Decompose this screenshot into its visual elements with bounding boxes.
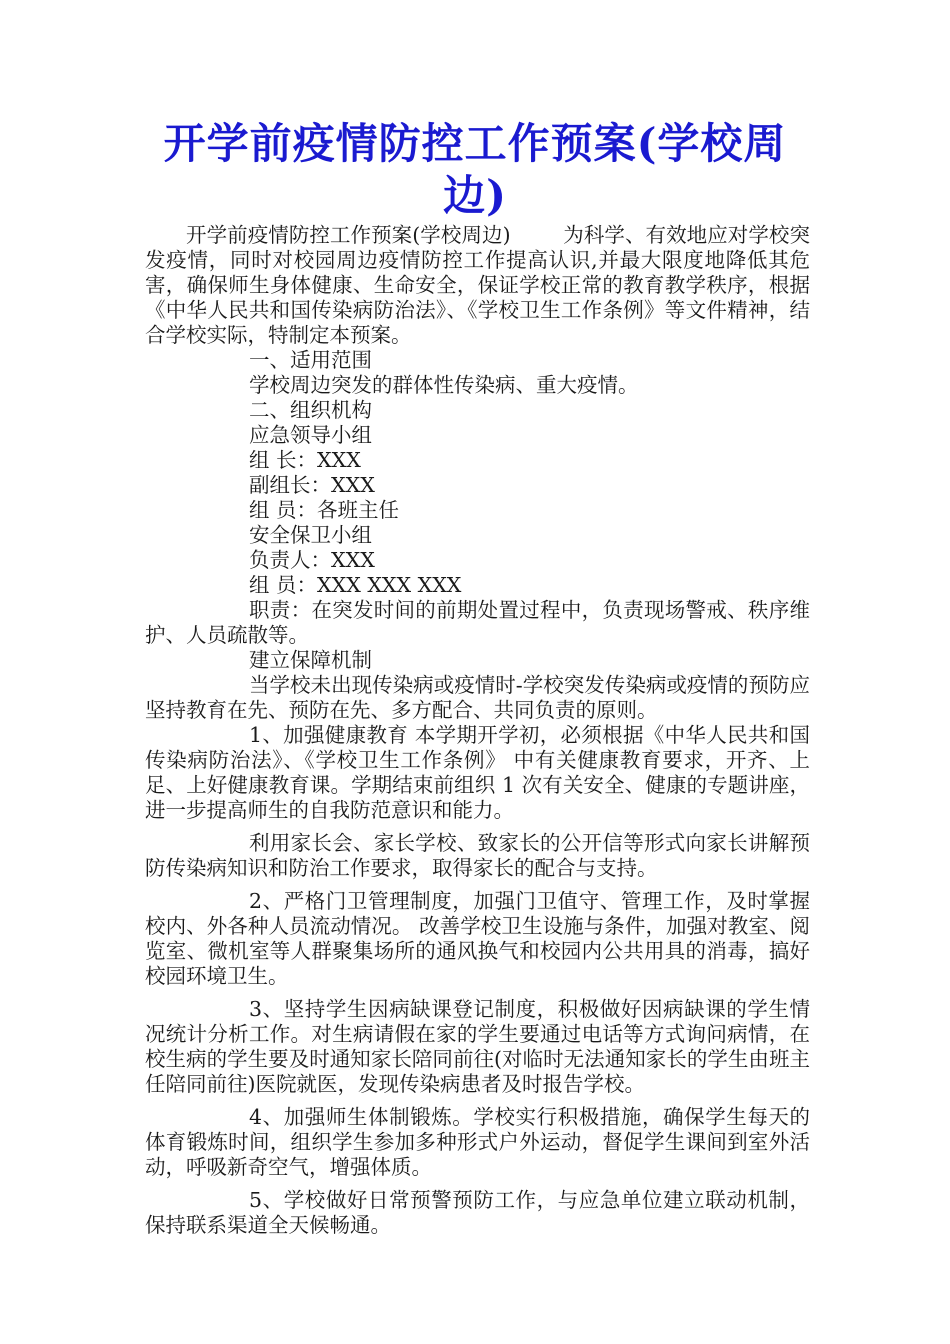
item-parent-communication: 利用家长会、家长学校、致家长的公开信等形式向家长讲解预防传染病知识和防治工作要求，取得家长的配合与支持。 xyxy=(145,831,810,880)
document-title: 开学前疫情防控工作预案(学校周边) xyxy=(163,119,787,220)
scope-text: 学校周边突发的群体性传染病、重大疫情。 xyxy=(249,373,639,397)
item-physical-exercise: 4、加强师生体制锻炼。学校实行积极措施，确保学生每天的体育锻炼时间，组织学生参加多种形式户外运动，督促学生课间到室外活动，呼吸新奇空气，增强体质。 xyxy=(145,1105,810,1179)
intro-paragraph: 开学前疫情防控工作预案(学校周边) 为科学、有效地应对学校突发疫情，同时对校园周边疫情防控工作提高认识,并最大限度地降低其危害，确保师生身体健康、生命安全，保证学校正常的教育教学秩序，根据《中华人民共和国传染病防治法》、《学校卫生工作条例》等文件精神，结合学校实际，特制定本预案。 xyxy=(145,223,810,347)
group-deputy-leader: 副组长：XXX xyxy=(249,473,375,497)
item-gate-management: 2、严格门卫管理制度，加强门卫值守、管理工作，及时掌握校内、外各种人员流动情况。 改善学校卫生设施与条件，加强对教室、阅览室、微机室等人群聚集场所的通风换气和校园内公共用具的消毒，搞好校园环境卫生。 xyxy=(145,889,810,988)
section-heading-scope: 一、适用范围 xyxy=(249,348,372,372)
item-health-education: 1、加强健康教育 本学期开学初，必须根据《中华人民共和国传染病防治法》、《学校卫生工作条例》 中有关健康教育要求，开齐、上足、上好健康教育课。学期结束前组织 1 次有关安全、健康的专题讲座，进一步提高师生的自我防范意识和能力。 xyxy=(145,723,810,822)
item-early-warning: 5、学校做好日常预警预防工作，与应急单位建立联动机制，保持联系渠道全天候畅通。 xyxy=(145,1188,810,1237)
section-heading-mechanism: 建立保障机制 xyxy=(249,648,372,672)
item-absence-registration: 3、坚持学生因病缺课登记制度，积极做好因病缺课的学生情况统计分析工作。对生病请假在家的学生要通过电话等方式询问病情，在校生病的学生要及时通知家长陪同前往(对临时无法通知家长的学生由班主任陪同前往)医院就医，发现传染病患者及时报告学校。 xyxy=(145,997,810,1096)
mechanism-intro: 当学校未出现传染病或疫情时-学校突发传染病或疫情的预防应坚持教育在先、预防在先、多方配合、共同负责的原则。 xyxy=(145,673,810,722)
security-members: 组 员：XXX XXX XXX xyxy=(249,573,462,597)
security-duty: 职责：在突发时间的前期处置过程中，负责现场警戒、秩序维护、人员疏散等。 xyxy=(145,598,810,647)
document-body xyxy=(145,223,810,1238)
security-head: 负责人：XXX xyxy=(249,548,375,572)
group-name-security: 安全保卫小组 xyxy=(249,523,372,547)
group-members: 组 员：各班主任 xyxy=(249,498,400,522)
section-heading-organization: 二、组织机构 xyxy=(249,398,372,422)
group-name-emergency: 应急领导小组 xyxy=(249,423,372,447)
group-leader: 组 长：XXX xyxy=(249,448,361,472)
